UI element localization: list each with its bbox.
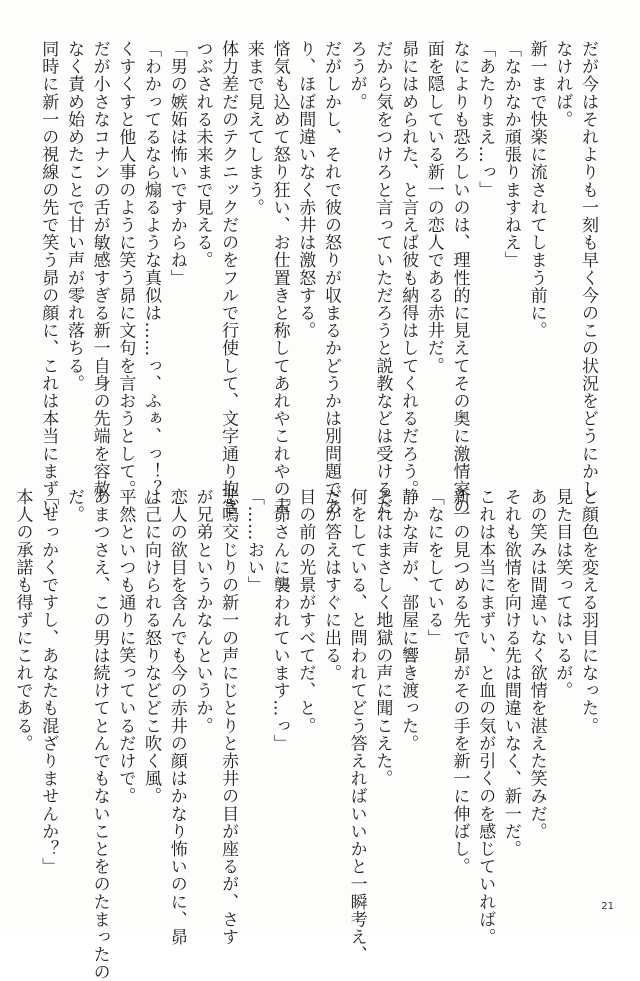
- text-line: くすくすと他人事のように笑う昴に文句を言おうとして。: [115, 40, 136, 498]
- text-line: だ。: [63, 488, 84, 524]
- text-line: つぶされる未来まで見える。: [192, 40, 213, 269]
- text-line: これは本当にまずい、と血の気が引くのを感じていれば。: [475, 488, 496, 946]
- text-line: だが答えはすぐに出る。: [320, 488, 341, 682]
- text-line: 何をしている、と問われてどう答えればいいかと一瞬考え、: [346, 488, 367, 964]
- text-line: 体力差だのテクニックだのをフルで行使して、文字通り抱き: [218, 40, 239, 516]
- text-tier-upper: [38, 40, 600, 516]
- dialogue-line: 「あたりまえ…っ」: [475, 40, 496, 199]
- text-line: 同時に新一の視線の先で笑う昴の顔に、これは本当にまずい: [38, 40, 59, 516]
- text-tier-lower: [12, 488, 600, 981]
- text-line: り、ほぼ間違いなく赤井は激怒する。: [295, 40, 316, 340]
- text-line: は己に向けられる怒りなどどこ吹く風。: [141, 488, 162, 805]
- text-line: 昴にはめられた、と言えば彼も納得はしてくれるだろう。: [398, 40, 419, 498]
- text-line: あの笑みは間違いなく欲情を湛えた笑みだ。: [526, 488, 547, 840]
- text-line: と顔色を変える羽目になった。: [578, 488, 598, 735]
- dialogue-line: 「……おい」: [243, 488, 264, 594]
- text-line: 見た目は笑ってはいるが。: [552, 488, 573, 700]
- dialogue-line: 「わかってるなら煽るような真似は……っ、ふぁ、っ！？」: [141, 40, 162, 516]
- text-line: 恋人の欲目を含んでも今の赤井の顔はかなり怖いのに、昴: [166, 488, 187, 946]
- dialogue-line: 「なかなか頑張りますねえ」: [500, 40, 521, 269]
- text-line: 新一まで快楽に流されてしまう前に。: [526, 40, 547, 340]
- text-line: それも欲情を向ける先は間違いなく、新一だ。: [500, 488, 521, 858]
- text-line: それはまさしく地獄の声に聞こえた。: [372, 488, 393, 788]
- dialogue-line: 「なにをしている」: [423, 488, 444, 647]
- text-line: 悲鳴交じりの新一の声にじとりと赤井の目が座るが、さす: [218, 488, 239, 946]
- page-number: 21: [601, 901, 614, 912]
- text-line: が兄弟というかなんというか。: [192, 488, 213, 735]
- text-line: だから気をつけろと言っていただろうと説教などは受けるだ: [372, 40, 393, 516]
- dialogue-line: 「せっかくですし、あなたも混ざりませんか？」: [38, 488, 59, 876]
- text-line: 来まで見えてしまう。: [243, 40, 264, 216]
- text-line: あまつさえ、この男は続けてとんでもないことをのたまったの: [89, 488, 110, 981]
- text-line: 静かな声が、部屋に響き渡った。: [398, 488, 419, 752]
- text-line: 新一の見つめる先で昴がその手を新一に伸ばし。: [449, 488, 470, 876]
- text-line: 平然といつも通りに笑っているだけで。: [115, 488, 136, 805]
- text-line: だが小さなコナンの舌が敏感すぎる新一自身の先端を容赦: [89, 40, 110, 498]
- text-line: 本人の承諾も得ずにこれである。: [12, 488, 33, 752]
- text-line: だが今はそれよりも一刻も早く今のこの状況をどうにかし: [578, 40, 598, 498]
- text-line: だがしかし、それで彼の怒りが収まるかどうかは別問題であ: [320, 40, 341, 516]
- text-line: なく責め始めたことで甘い声が零れ落ちる。: [63, 40, 84, 392]
- text-line: 面を隠している新一の恋人である赤井だ。: [423, 40, 444, 375]
- text-line: 目の前の光景がすべてだ、と。: [295, 488, 316, 735]
- dialogue-line: 「昴さんに襲われています…っ」: [269, 488, 290, 752]
- text-line: 悋気も込めて怒り狂い、お仕置きと称してあれやこれやの未: [269, 40, 290, 516]
- text-line: なければ。: [552, 40, 573, 128]
- text-line: ろうが。: [346, 40, 367, 111]
- text-line: なによりも恐ろしいのは、理性的に見えてその奥に激情家の: [449, 40, 470, 516]
- dialogue-line: 「男の嫉妬は怖いですからね」: [166, 40, 187, 287]
